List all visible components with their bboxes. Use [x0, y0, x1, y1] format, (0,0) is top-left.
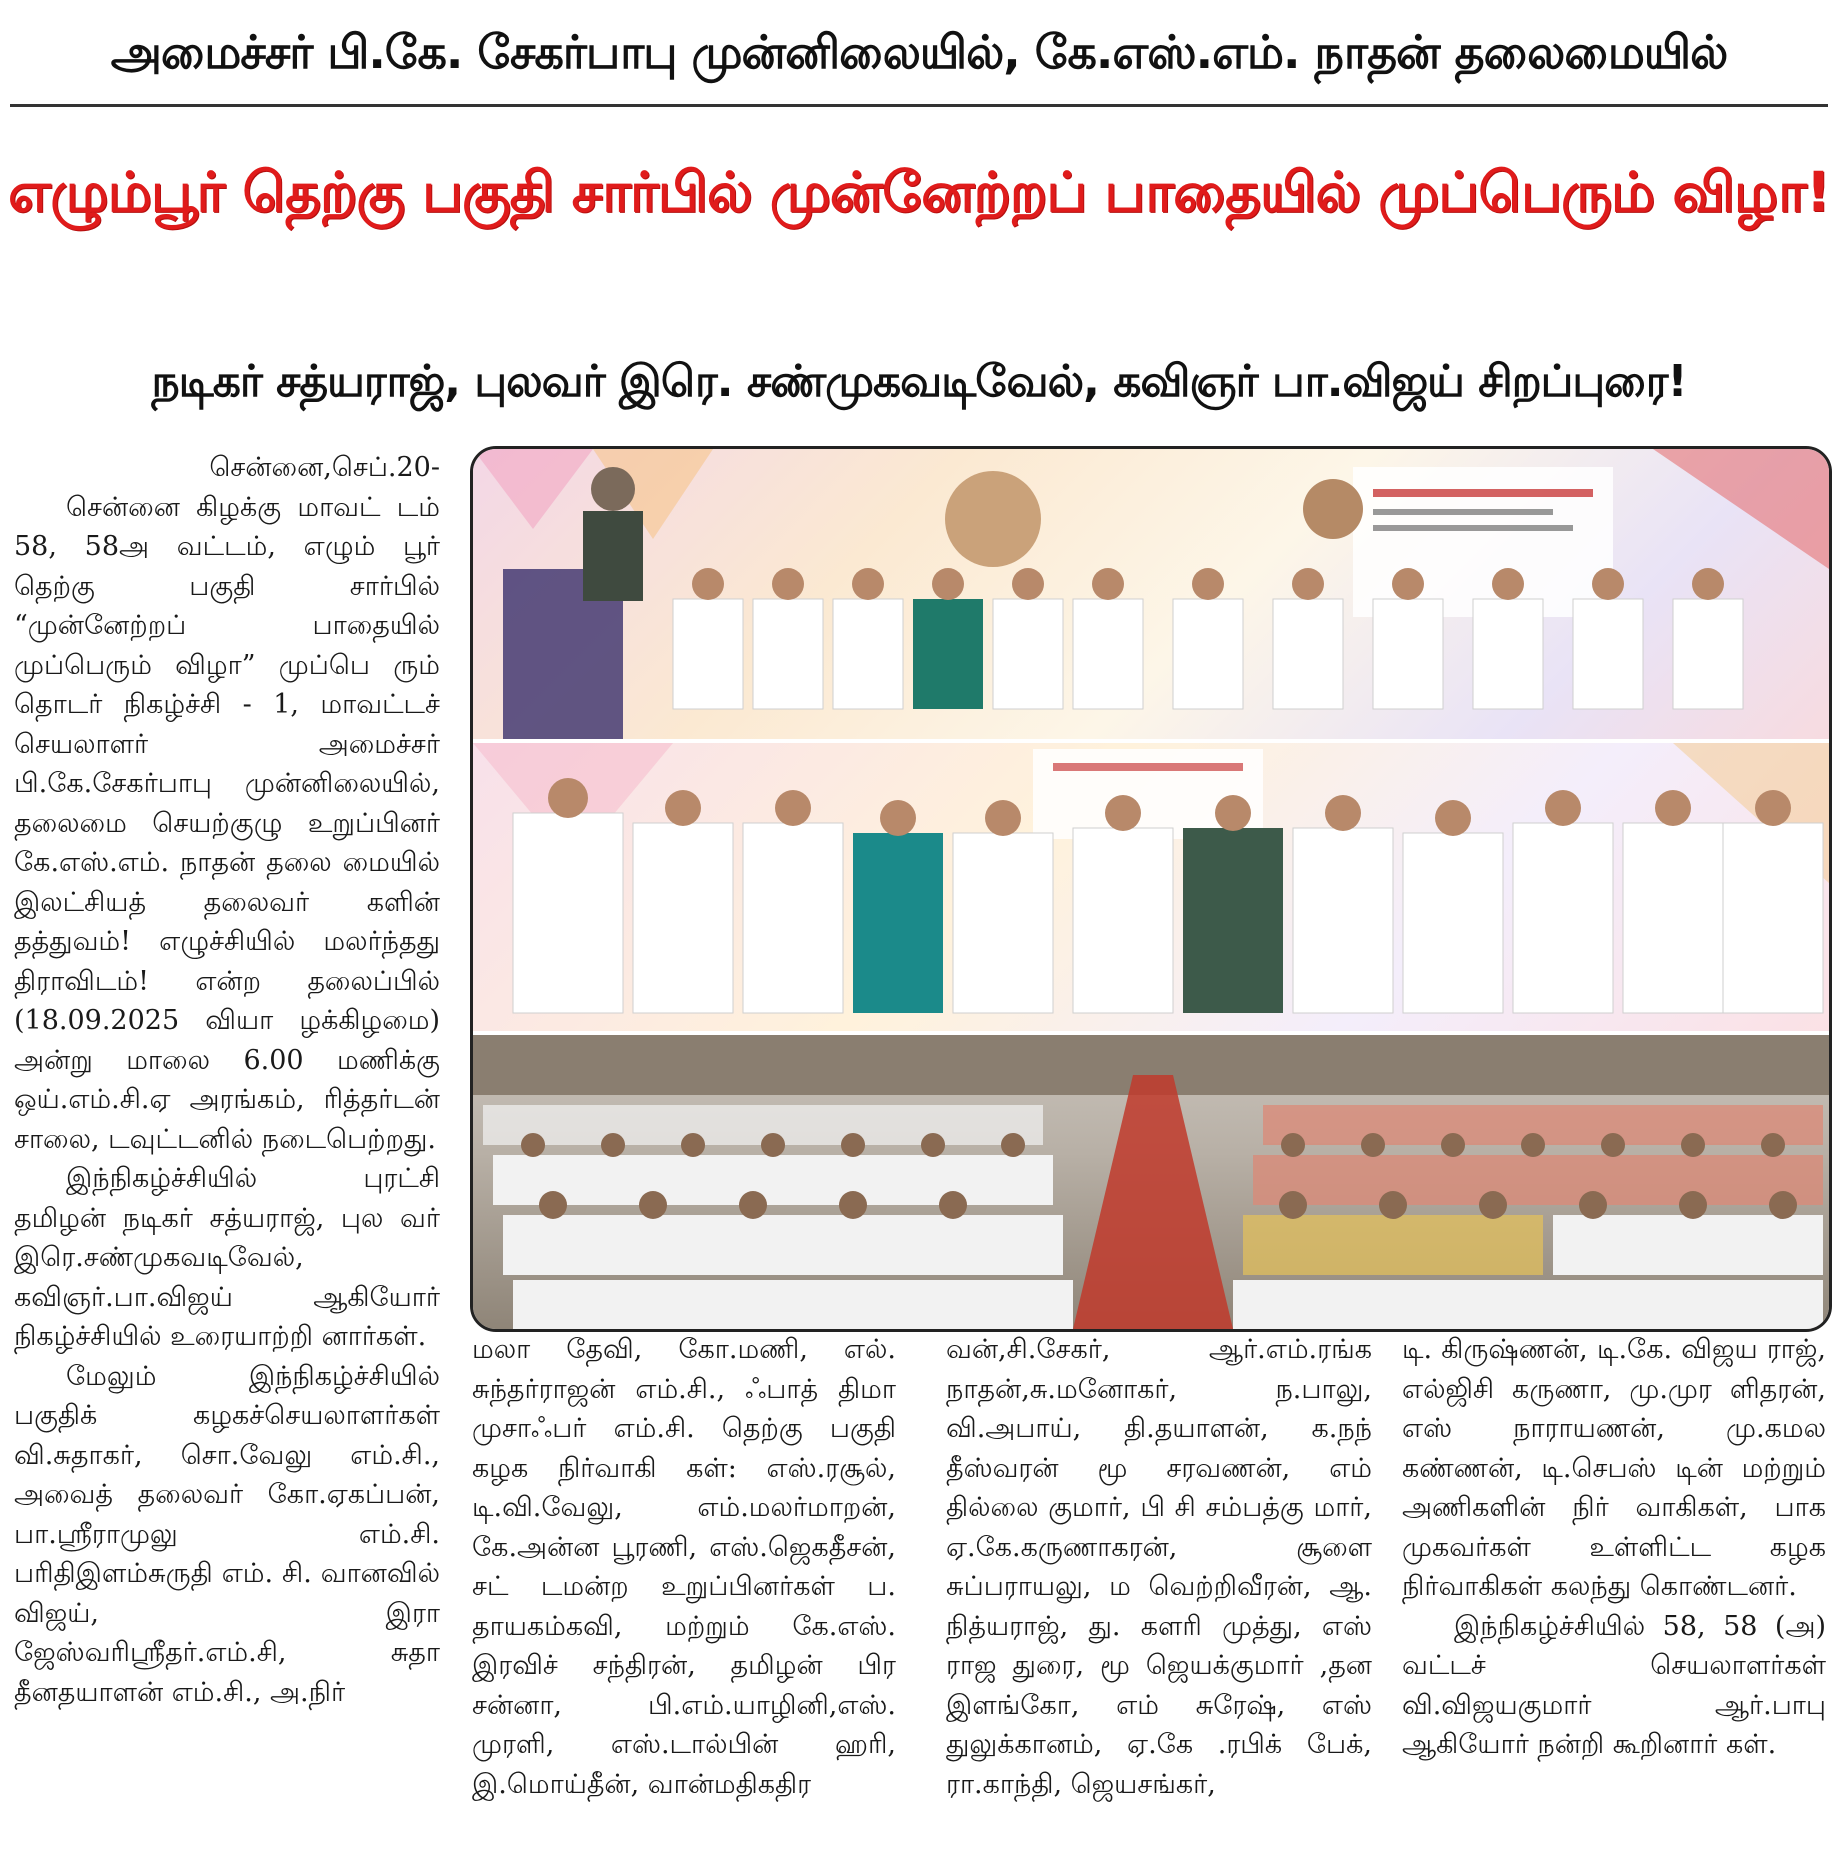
- article-paragraph: இந்நிகழ்ச்சியில் புரட்சி தமிழன் நடிகர் சத்யராஜ், புல வர் இரெ.சண்முகவடிவேல், கவிஞர்.பா.விஜய் ஆகியோர் நிகழ்ச்சியில் உரையாற்றி னார்கள்.: [14, 1163, 440, 1352]
- article-paragraph: மலா தேவி, கோ.மணி, எல். சுந்தர்ராஜன் எம்.சி., ஃபாத் திமா முசாஃபர் எம்.சி. தெற்கு பகுதி கழக நிர்வாகி கள்: எஸ்.ரசூல், டி.வி.வேலு, எம்.மலர்மாறன், கே.அன்ன பூரணி, எஸ்.ஜெகதீசன், சட் டமன்ற உறுப்பினர்கள் ப. தாயகம்கவி, மற்றும் கே.எஸ். இரவிச் சந்திரன், தமிழன் பிர சன்னா, பி.எம்.யாழினி,எஸ். முரளி, எஸ்.டால்பின் ஹரி, இ.மொய்தீன், வான்மதிகதிர: [472, 1334, 896, 1800]
- article-paragraph: வன்,சி.சேகர், ஆர்.எம்.ரங்க நாதன்,சு.மனோகர், ந.பாலு, வி.அபாய், தி.தயாளன், க.நந் தீஸ்வரன் மூ சரவணன், எம் தில்லை குமார், பி சி சம்பத்கு மார், ஏ.கே.கருணாகரன், சூளை சுப்பராயலு, ம வெற்றிவீரன், ஆ. நித்யராஜ், து. களரி முத்து, எஸ் ராஜ துரை, மூ ஜெயக்குமார் ,தன இளங்கோ, எம் சுரேஷ், எஸ் துலுக்கானம், ஏ.கே .ரபிக் பேக், ரா.காந்தி, ஜெயசங்கர்,: [946, 1334, 1372, 1800]
- stage-speaker-photo-art: [473, 449, 1829, 739]
- article-paragraph: இந்நிகழ்ச்சியில் 58, 58 (அ) வட்டச் செயலாளர்கள் வி.விஜயகுமார் ஆர்.பாபு ஆகியோர் நன்றி கூறினார் கள்.: [1402, 1610, 1826, 1760]
- audience-photo-art: [473, 1035, 1829, 1329]
- main-headline: எழும்பூர் தெற்கு பகுதி சார்பில் முன்னேற்றப் பாதையில் முப்பெரும் விழா!: [8, 160, 1830, 224]
- stage-speaker-photo: [473, 449, 1829, 739]
- article-paragraph: சென்னை கிழக்கு மாவட் டம் 58, 58அ வட்டம், எழும் பூர் தெற்கு பகுதி சார்பில் “முன்னேற்றப் பாதையில் முப்பெரும் விழா” முப்பெ ரும் தொடர் நிகழ்ச்சி - 1, மாவட்டச் செயலாளர் அமைச்சர் பி.கே.சேகர்பாபு முன்னிலையில், தலைமை செயற்குழு உறுப்பினர் கே.எஸ்.எம். நாதன் தலை மையில் இலட்சியத் தலைவர் களின் தத்துவம்! எழுச்சியில் மலர்ந்தது திராவிடம்! என்ற தலைப்பில் (18.09.2025 வியா ழக்கிழமை) அன்று மாலை 6.00 மணிக்கு ஒய்.எம்.சி.ஏ அரங்கம், ரித்தர்டன் சாலை, டவுட்டனில் நடைபெற்றது.: [14, 491, 440, 1155]
- event-photo-collage: [470, 446, 1832, 1332]
- article-column-1: [14, 448, 440, 1712]
- article-column-3: [946, 1330, 1372, 1804]
- article-column-2: [472, 1330, 896, 1804]
- audience-photo: [473, 1035, 1829, 1329]
- divider-rule: [10, 104, 1828, 107]
- dateline: சென்னை,செப்.20-: [209, 452, 440, 483]
- article-paragraph: மேலும் இந்நிகழ்ச்சியில் பகுதிக் கழகச்செயலாளர்கள் வி.சுதாகர், சொ.வேலு எம்.சி., அவைத் தலைவர் கோ.ஏகப்பன், பா.ஸ்ரீராமுலு எம்.சி. பரிதிஇளம்சுருதி எம். சி. வானவில் விஜய், இரா ஜேஸ்வரிஸ்ரீதர்.எம்.சி, சுதா தீனதயாளன் எம்.சி., அ.நிர்: [14, 1360, 440, 1708]
- kicker-headline: அமைச்சர் பி.கே. சேகர்பாபு முன்னிலையில், கே.எஸ்.எம். நாதன் தலைமையில்: [110, 25, 1728, 79]
- honoring-ceremony-photo-art: [473, 743, 1829, 1031]
- article-paragraph: டி. கிருஷ்ணன், டி.கே. விஜய ராஜ், எல்ஜிசி கருணா, மு.முர ளிதரன், எஸ் நாராயணன், மு.கமல கண்ணன், டி.செபஸ் டின் மற்றும் அணிகளின் நிர் வாகிகள், பாக முகவர்கள் உள்ளிட்ட கழக நிர்வாகிகள் கலந்து கொண்டனர்.: [1402, 1334, 1826, 1602]
- article-column-4: [1402, 1330, 1826, 1765]
- sub-headline: நடிகர் சத்யராஜ், புலவர் இரெ. சண்முகவடிவேல், கவிஞர் பா.விஜய் சிறப்புரை!: [151, 356, 1687, 407]
- honoring-ceremony-photo: [473, 743, 1829, 1031]
